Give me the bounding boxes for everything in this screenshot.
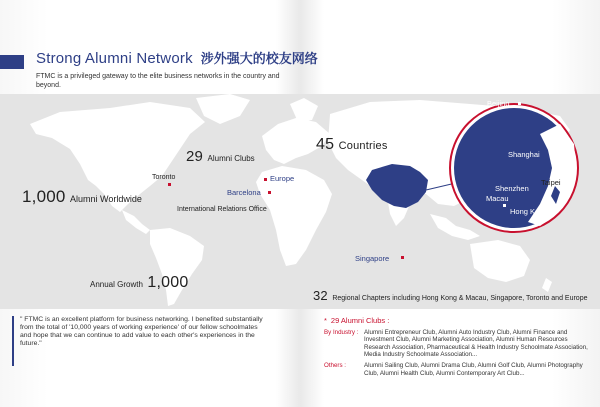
south-america-shape bbox=[150, 228, 204, 306]
marker-toronto bbox=[168, 183, 171, 186]
title-accent-bar bbox=[0, 55, 24, 69]
scandinavia-shape bbox=[290, 98, 318, 122]
club-row-others bbox=[324, 362, 594, 377]
label-beijing: Beijing bbox=[487, 99, 510, 108]
club-key-industry: By Industry : bbox=[324, 328, 359, 336]
marker-europe bbox=[264, 178, 267, 181]
club-value-others: Alumni Sailing Club, Alumni Drama Club, Alumni Golf Club, Alumni Photography Club, Alumni Health Club, Alumni Contemporary Art Club... bbox=[364, 361, 583, 377]
subtitle: FTMC is a privileged gateway to the elite business networks in the country and beyond. bbox=[36, 73, 280, 89]
marker-barcelona bbox=[268, 191, 271, 194]
title-english: Strong Alumni Network bbox=[36, 50, 193, 67]
alumni-clubs-list bbox=[324, 317, 594, 380]
label-international-relations-office: International Relations Office bbox=[177, 206, 267, 213]
label-barcelona: Barcelona bbox=[227, 188, 261, 197]
club-value-industry: Alumni Entrepreneur Club, Alumni Auto Industry Club, Alumni Finance and Investment Club, Alumni Marketing Association, Alumni Human Resources Research Association, Pharmaceutical & Health Industry Schoolmate Association, Media Industry Schoolmate Association... bbox=[364, 328, 588, 359]
label-macau: Macau bbox=[486, 194, 509, 203]
club-key-others: Others : bbox=[324, 361, 347, 369]
label-singapore: Singapore bbox=[355, 254, 390, 263]
label-toronto: Toronto bbox=[152, 174, 176, 181]
title-chinese: 涉外强大的校友网络 bbox=[200, 52, 318, 67]
label-shenzhen: Shenzhen bbox=[495, 184, 529, 193]
stat-countries: 45 Countries bbox=[316, 136, 388, 153]
central-america-shape bbox=[122, 210, 150, 234]
label-taipei: Taipei bbox=[541, 178, 561, 187]
page-title bbox=[36, 48, 318, 70]
label-shanghai: Shanghai bbox=[508, 150, 540, 159]
bullet-icon: * bbox=[324, 316, 327, 325]
stat-regional-chapters: 32 Regional Chapters including Hong Kong & Macau, Singapore, Toronto and Europe bbox=[313, 288, 588, 303]
label-europe: Europe bbox=[270, 174, 295, 183]
stat-alumni-clubs: 29 Alumni Clubs bbox=[186, 148, 255, 165]
testimonial-quote: " FTMC is an excellent platform for business networking. I benefited substantially from the total of '10,000 years of working experience' of our fellow schoolmates and hope that we can continue to add value to each other's experiences in the future." bbox=[12, 316, 270, 366]
greenland-shape bbox=[196, 94, 250, 124]
clubs-heading: * 29 Alumni Clubs : bbox=[324, 316, 390, 325]
club-row-industry bbox=[324, 329, 594, 359]
marker-singapore bbox=[401, 256, 404, 259]
marker-macau bbox=[503, 204, 506, 207]
stat-alumni-worldwide: 1,000 Alumni Worldwide bbox=[22, 187, 142, 206]
stat-annual-growth: Annual Growth 1,000 bbox=[90, 274, 189, 291]
marker-beijing bbox=[518, 102, 521, 105]
label-hong-kong: Hong Kong bbox=[510, 207, 548, 216]
australia-shape bbox=[470, 240, 530, 282]
